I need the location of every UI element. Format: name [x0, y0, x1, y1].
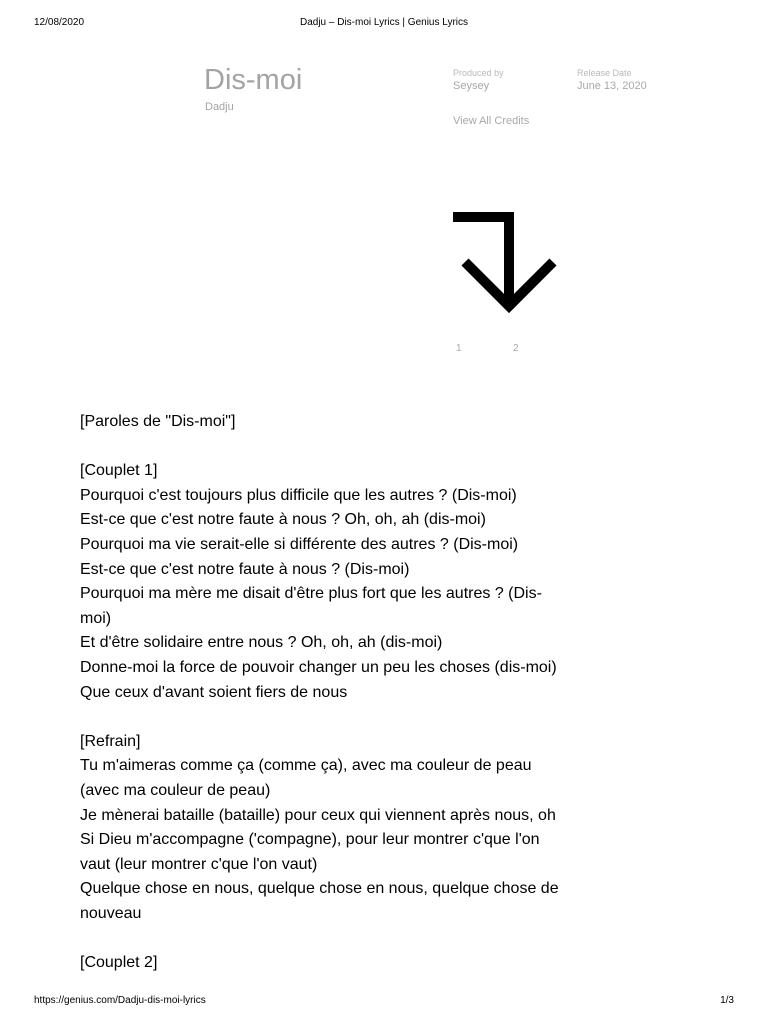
- stanza-spacer: [80, 926, 620, 951]
- producer-link[interactable]: Seysey: [453, 80, 490, 92]
- lyrics-body: [80, 410, 620, 976]
- lyric-line: vaut (leur montrer c'que l'on vaut): [80, 855, 318, 873]
- section-label-couplet-2: [Couplet 2]: [80, 954, 158, 972]
- release-date-label: Release Date: [577, 68, 632, 78]
- song-title: Dis-moi: [204, 64, 303, 96]
- lyric-line: Je mènerai bataille (bataille) pour ceux qui viennent après nous, oh: [80, 806, 556, 824]
- print-footer-url: https://genius.com/Dadju-dis-moi-lyrics: [34, 995, 206, 1006]
- lyric-line: nouveau: [80, 904, 142, 922]
- pager-item-2[interactable]: 2: [513, 343, 519, 354]
- view-all-credits-link[interactable]: View All Credits: [453, 115, 530, 127]
- lyric-line: Pourquoi c'est toujours plus difficile que les autres ? (Dis-moi): [80, 486, 517, 504]
- print-footer-page-number: 1/3: [720, 995, 734, 1006]
- lyric-line: Pourquoi ma mère me disait d'être plus fort que les autres ? (Dis-: [80, 585, 542, 603]
- lyric-line: Pourquoi ma vie serait-elle si différente des autres ? (Dis-moi): [80, 535, 519, 553]
- artist-link[interactable]: Dadju: [205, 101, 234, 113]
- release-date-value: June 13, 2020: [577, 80, 647, 92]
- lyric-line: Quelque chose en nous, quelque chose en nous, quelque chose de: [80, 880, 559, 898]
- lyric-line: (avec ma couleur de peau): [80, 781, 271, 799]
- lyric-line: Si Dieu m'accompagne ('compagne), pour leur montrer c'que l'on: [80, 831, 540, 849]
- lyric-line: Tu m'aimeras comme ça (comme ça), avec ma couleur de peau: [80, 757, 532, 775]
- lyric-line: Que ceux d'avant soient fiers de nous: [80, 683, 348, 701]
- lyric-line: moi): [80, 609, 112, 627]
- lyric-line: Donne-moi la force de pouvoir changer un peu les choses (dis-moi): [80, 658, 557, 676]
- stanza-spacer: [80, 705, 620, 730]
- lyric-line: Est-ce que c'est notre faute à nous ? Oh, oh, ah (dis-moi): [80, 511, 486, 529]
- arrow-down-right-turn-icon: [451, 210, 571, 314]
- lyric-line: Et d'être solidaire entre nous ? Oh, oh, ah (dis-moi): [80, 634, 443, 652]
- section-label-refrain: [Refrain]: [80, 732, 141, 750]
- print-page-title: Dadju – Dis-moi Lyrics | Genius Lyrics: [299, 17, 468, 28]
- lyrics-header: [Paroles de "Dis-moi"]: [80, 413, 236, 430]
- print-date: 12/08/2020: [34, 17, 85, 28]
- produced-by-label: Produced by: [453, 68, 504, 78]
- section-label-couplet-1: [Couplet 1]: [80, 462, 158, 480]
- stanza-spacer: [80, 435, 620, 460]
- lyric-line: Est-ce que c'est notre faute à nous ? (Dis-moi): [80, 560, 410, 578]
- pager-item-1[interactable]: 1: [456, 343, 462, 354]
